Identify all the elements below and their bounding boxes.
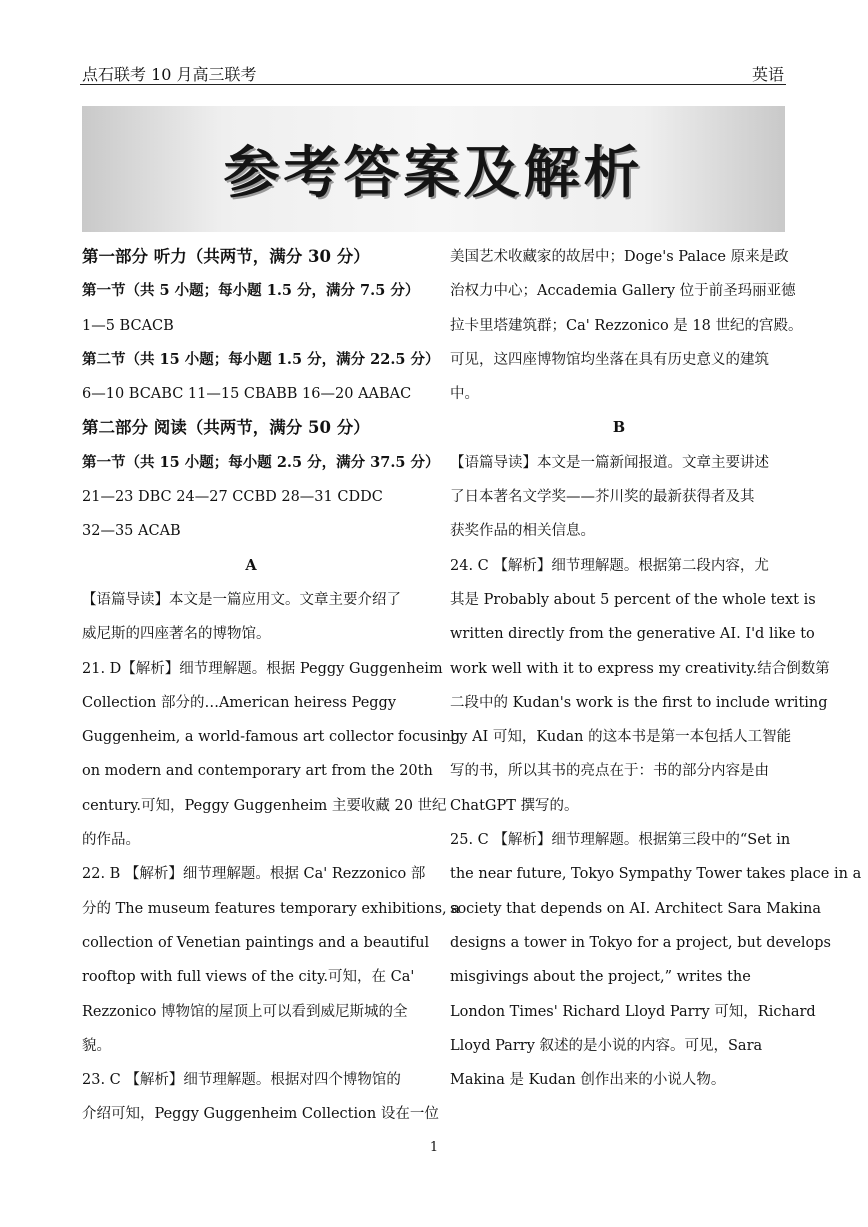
text-line: London Times' Richard Lloyd Parry 可知，Richard xyxy=(450,1003,816,1020)
text-line: Lloyd Parry 叙述的是小说的内容。可见，Sara xyxy=(450,1037,763,1054)
text-line: the near future, Tokyo Sympathy Tower takes place in a xyxy=(450,866,862,883)
text-line: society that depends on AI. Architect Sara Makina xyxy=(450,900,822,917)
text-line: 6—10 BCABC 11—15 CBABB 16—20 AABAC xyxy=(82,386,412,403)
text-line: collection of Venetian paintings and a beautiful xyxy=(82,934,430,951)
text-line: 21. D【解析】细节理解题。根据 Peggy Guggenheim xyxy=(82,660,443,677)
text-line: 的作品。 xyxy=(82,832,140,849)
text-line: 【语篇导读】本文是一篇新闻报道。文章主要讲述 xyxy=(450,454,769,471)
text-line: 中。 xyxy=(450,386,479,403)
text-line: 23. C 【解析】细节理解题。根据对四个博物馆的 xyxy=(82,1072,401,1089)
text-line: Rezzonico 博物馆的屋顶上可以看到威尼斯城的全 xyxy=(82,1003,408,1020)
text-line: 了日本著名文学奖——芥川奖的最新获得者及其 xyxy=(450,489,755,506)
exam-header-title: 点石联考 10 月高三联考 xyxy=(82,65,257,84)
text-line: Makina 是 Kudan 创作出来的小说人物。 xyxy=(450,1072,726,1089)
text-line: 第一节（共 5 小题；每小题 1.5 分，满分 7.5 分） xyxy=(82,282,420,300)
text-line: written directly from the generative AI. I'd like to xyxy=(450,626,815,643)
text-line: on modern and contemporary art from the 20th xyxy=(82,763,433,780)
banner-title: 参考答案及解析 xyxy=(223,141,644,206)
right-column xyxy=(450,240,862,1097)
text-line: rooftop with full views of the city.可知，在 Ca' xyxy=(82,969,415,986)
text-line: A xyxy=(245,556,257,574)
text-line: misgivings about the project,” writes the xyxy=(450,969,751,986)
text-line: work well with it to express my creativity.结合倒数第 xyxy=(450,660,830,677)
text-line: Collection 部分的…American heiress Peggy xyxy=(82,694,397,711)
text-line: 25. C 【解析】细节理解题。根据第三段中的“Set in xyxy=(450,832,791,849)
text-line: 获奖作品的相关信息。 xyxy=(450,523,595,540)
header-divider xyxy=(80,84,786,85)
text-line: 二段中的 Kudan's work is the first to include writing xyxy=(450,694,828,711)
text-line: 拉卡里塔建筑群；Ca' Rezzonico 是 18 世纪的宫殿。 xyxy=(450,317,803,334)
text-line: 写的书，所以其书的亮点在于：书的部分内容是由 xyxy=(450,763,769,780)
left-column xyxy=(82,240,461,1132)
text-line: 第一节（共 15 小题；每小题 2.5 分，满分 37.5 分） xyxy=(82,453,440,471)
text-line: by AI 可知，Kudan 的这本书是第一本包括人工智能 xyxy=(450,729,792,746)
exam-subject: 英语 xyxy=(751,65,784,84)
text-line: 其是 Probably about 5 percent of the whole text is xyxy=(450,591,816,608)
text-line: 可见，这四座博物馆均坐落在具有历史意义的建筑 xyxy=(450,351,769,368)
title-banner xyxy=(82,106,785,232)
text-line: 24. C 【解析】细节理解题。根据第二段内容，尤 xyxy=(450,557,769,574)
text-line: 1—5 BCACB xyxy=(82,317,174,334)
text-line: 【语篇导读】本文是一篇应用文。文章主要介绍了 xyxy=(82,591,401,608)
text-line: 第一部分 听力（共两节，满分 30 分） xyxy=(82,247,370,266)
text-line: 美国艺术收藏家的故居中；Doge's Palace 原来是政 xyxy=(450,249,789,265)
text-line: 治权力中心；Accademia Gallery 位于前圣玛丽亚德 xyxy=(450,283,796,300)
text-line: 介绍可知，Peggy Guggenheim Collection 设在一位 xyxy=(82,1106,439,1123)
text-line: 第二节（共 15 小题；每小题 1.5 分，满分 22.5 分） xyxy=(82,350,440,368)
text-line: 21—23 DBC 24—27 CCBD 28—31 CDDC xyxy=(82,489,383,506)
page-number: 1 xyxy=(429,1140,439,1155)
text-line: century.可知，Peggy Guggenheim 主要收藏 20 世纪 xyxy=(82,797,447,814)
text-line: 第二部分 阅读（共两节，满分 50 分） xyxy=(82,418,370,438)
text-line: Guggenheim, a world-famous art collector focusing xyxy=(82,729,461,746)
text-line: 貌。 xyxy=(82,1037,111,1054)
text-line: 威尼斯的四座著名的博物馆。 xyxy=(82,626,271,643)
text-line: designs a tower in Tokyo for a project, but develops xyxy=(450,934,831,951)
text-line: 32—35 ACAB xyxy=(82,523,181,540)
text-line: ChatGPT 撰写的。 xyxy=(450,797,579,814)
text-line: 22. B 【解析】细节理解题。根据 Ca' Rezzonico 部 xyxy=(82,866,426,883)
text-line: B xyxy=(612,419,626,437)
text-line: 分的 The museum features temporary exhibitions, a xyxy=(82,900,460,917)
